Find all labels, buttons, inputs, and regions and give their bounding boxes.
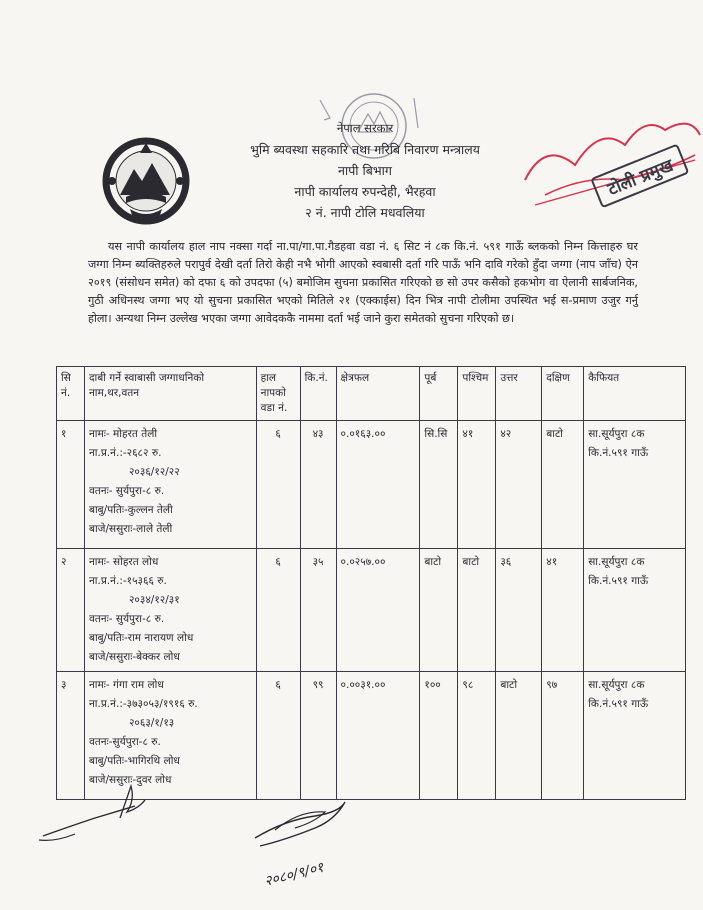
father-name: बाबु/पतिः-राम नारायण लोध [88,632,194,644]
cell-sn: २ [57,549,85,672]
cell-kitta: ३५ [300,549,336,672]
remarks-line: कि.नं.५९१ गाऊँ [588,447,649,459]
citizenship-no: ना.प्र.नं.:-३७३०५३/१९१६ रु. [88,698,198,710]
stamp-label: टोली प्रमुख [605,155,677,200]
cell-kitta: ९९ [300,672,336,800]
remarks-line: सा.सूर्यपुरा ८क [588,679,645,691]
cell-south: ९७ [542,672,584,800]
cell-remarks [584,549,686,672]
government-name: नेपाल सरकार [336,121,394,135]
claimant-name: नामः- मोहरत तेली [88,428,158,440]
father-name: बाबु/पतिः-कुल्लन तेली [88,504,173,516]
cell-south: बाटो [542,421,584,549]
address: वतनः-सुर्यपुरा-८ रु. [88,736,161,748]
cell-area: ०.०१६३.०० [336,421,420,549]
col-header-west: पश्चिम [458,367,496,421]
grandfather-name: बाजे/ससुराः-लाले तेली [88,523,173,535]
col-header-ward: हाल नापको वडा नं. [256,367,300,421]
grandfather-name: बाजे/ससुराः-बेक्कर लोध [88,651,180,663]
cell-west: बाटो [458,549,496,672]
ministry-name: भुमि ब्यवस्था सहकारि तथा गरिबि निवारण मन्त्रालय [250,142,480,157]
cell-claimant [84,421,256,549]
col-header-sn: सि नं. [57,367,85,421]
cell-south: ४१ [542,549,584,672]
notice-paragraph: यस नापी कार्यालय हाल नाप नक्सा गर्दा ना.पा/गा.पा.गैडहवा वडा नं. ६ सिट नं ८क कि.नं. ५९१ गाऊँ ब्लकको निम्न कित्ताहरु घर जग्गा निम्न ब्यक्तिहरुले परापुर्व देखी दर्ता तिरो केही नभै भोगी आएको स्वबासी दर्ता गरि पाऊँ भनि दावि गरेको हुँदा जग्गा (नाप जाँच) ऐन २०१९ (संसोधन समेत) को दफा ६ को उपदफा (५) बमोजिम सुचना प्रकासित गरिएको छ सो उपर कसैको हकभोग वा ऐलानी सार्बजनिक, गुठी अधिनस्थ जग्गा भए यो सुचना प्रकासित भएको मितिले २१ (एक्काईस) दिन भित्र नापी टोलीमा उपस्थित भई स-प्रमाण उजुर गर्नु होला। अन्यथा निम्न उल्लेख भएका जग्गा आवेदककै नाममा दर्ता भई जाने कुरा समेतको सुचना गरिएको छ। [88,240,638,325]
claimant-name: नामः- सोहरत लोध [88,556,159,568]
cell-kitta: ४३ [300,421,336,549]
cell-sn: ३ [57,672,85,800]
address: वतनः- सुर्यपुरा-८ रु. [88,485,165,497]
cell-west: ४१ [458,421,496,549]
cell-east: १०० [420,672,458,800]
cell-ward: ६ [256,672,300,800]
cell-ward: ६ [256,421,300,549]
cell-remarks [584,672,686,800]
remarks-line: कि.नं.५९१ गाऊँ [588,698,649,710]
col-header-east: पूर्ब [420,367,458,421]
cell-ward: ६ [256,549,300,672]
remarks-line: कि.नं.५९१ गाऊँ [588,575,649,587]
table-header-row [57,367,686,421]
team-chief-stamp-icon [515,85,703,225]
cell-area: ०.००३१.०० [336,672,420,800]
grandfather-name: बाजे/ससुराः-दुवर लोध [88,774,172,786]
department-name: नापी बिभाग [338,163,392,178]
issue-date: २०३४/१२/३१ [128,594,180,606]
col-header-kitta: कि.नं. [300,367,336,421]
cell-remarks [584,421,686,549]
col-header-north: उत्तर [496,367,542,421]
issue-date: २०३६/१२/२२ [128,466,180,478]
col-header-south: दक्षिण [542,367,584,421]
cell-east: सि.सि [420,421,458,549]
cell-north: बाटो [496,672,542,800]
letterhead [200,118,530,223]
cell-north: ४२ [496,421,542,549]
claimant-name: नामः- गंगा राम लोध [88,679,164,691]
cell-claimant [84,549,256,672]
father-name: बाबु/पतिः-भागिरथि लोध [88,755,180,767]
address: वतनः- सुर्यपुरा-८ रु. [88,613,165,625]
col-header-claimant: दाबी गर्ने स्वाबासी जग्गाधनिको नाम,थर,वतन [84,367,256,421]
remarks-line: सा.सूर्यपुरा ८क [588,556,645,568]
claims-table [56,366,686,800]
nepal-emblem-icon [100,135,192,227]
cell-north: ३६ [496,549,542,672]
cell-area: ०.०२५७.०० [336,549,420,672]
citizenship-no: ना.प्र.नं.:-१५३६६ रु. [88,575,167,587]
table-row [57,549,686,672]
cell-east: बाटो [420,549,458,672]
cell-west: ९८ [458,672,496,800]
col-header-area: क्षेत्रफल [336,367,420,421]
issue-date: २०६३/१/१३ [128,717,175,729]
table-row [57,421,686,549]
team-name: २ नं. नापी टोलि मधवलिया [305,205,425,220]
signature-left-icon [35,778,155,848]
remarks-line: सा.सूर्यपुरा ८क [588,428,645,440]
col-header-remarks: कैफियत [584,367,686,421]
signature-date: २०८०/९/०१ [262,859,326,890]
signature-center-icon [245,790,375,890]
citizenship-no: ना.प्र.नं.:-२६८२ रु. [88,447,162,459]
cell-sn: १ [57,421,85,549]
office-name: नापी कार्यालय रुपन्देही, भैरहवा [294,184,436,199]
